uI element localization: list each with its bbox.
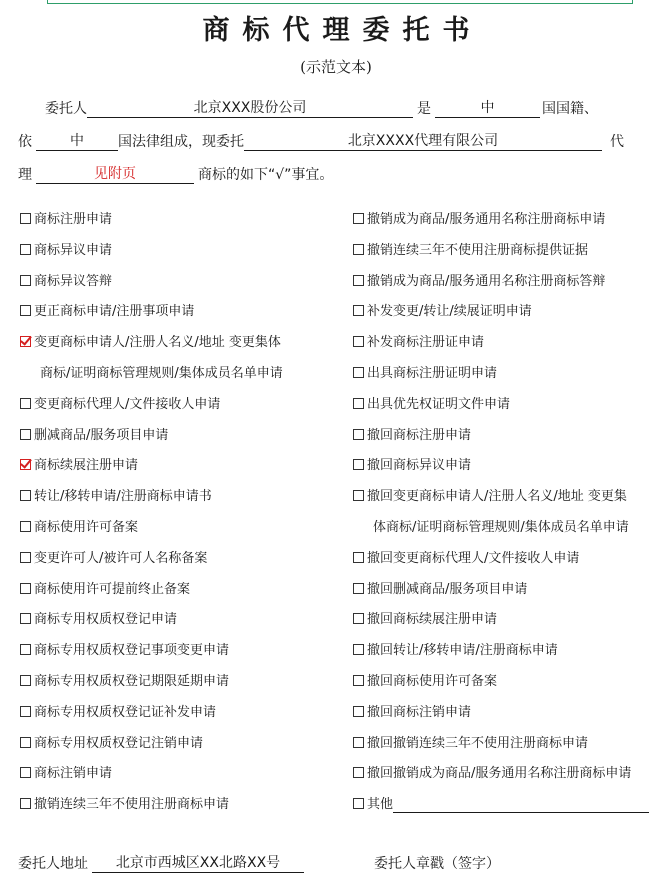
nationality-suffix: 国国籍、 [542, 101, 598, 117]
checkbox-icon[interactable] [20, 613, 31, 624]
item-label: 商标/证明商标管理规则/集体成员名单申请 [40, 365, 283, 381]
item-label: 更正商标申请/注册事项申请 [34, 304, 195, 320]
checkbox-icon[interactable] [353, 244, 364, 255]
item-label: 撤销成为商品/服务通用名称注册商标答辩 [367, 273, 606, 289]
intro-line-1 [45, 100, 598, 118]
checkbox-item[interactable] [20, 390, 340, 421]
client-prefix: 委托人 [45, 101, 87, 117]
checkbox-icon[interactable] [20, 305, 31, 316]
checkbox-icon[interactable] [353, 367, 364, 378]
document-subtitle: (示范文本) [300, 58, 372, 76]
checkbox-icon[interactable] [353, 706, 364, 717]
checkbox-icon[interactable] [353, 583, 364, 594]
checkbox-item[interactable] [353, 390, 663, 421]
checkbox-item[interactable] [353, 297, 663, 328]
left-item-list [20, 205, 340, 821]
checkbox-item[interactable] [353, 636, 663, 667]
checkbox-item[interactable] [20, 759, 340, 790]
checkbox-icon[interactable] [20, 244, 31, 255]
item-label: 补发变更/转让/续展证明申请 [367, 304, 532, 320]
item-label: 补发商标注册证申请 [367, 335, 485, 351]
checkbox-item[interactable] [20, 267, 340, 298]
checkbox-icon[interactable] [20, 798, 31, 809]
checkbox-item[interactable] [20, 729, 340, 760]
checkbox-icon[interactable] [353, 737, 364, 748]
item-label: 撤回变更商标代理人/文件接收人申请 [367, 550, 580, 566]
checkbox-icon[interactable] [20, 706, 31, 717]
item-label: 撤销连续三年不使用注册商标提供证据 [367, 242, 589, 258]
item-label: 商标使用许可提前终止备案 [34, 581, 191, 597]
item-label: 商标专用权质权登记期限延期申请 [34, 673, 230, 689]
checkbox-icon[interactable] [353, 336, 364, 347]
checkbox-icon[interactable] [353, 459, 364, 470]
item-label: 撤回撤销连续三年不使用注册商标申请 [367, 735, 589, 751]
item-label: 其他 [367, 797, 394, 813]
checkbox-item[interactable] [20, 205, 340, 236]
checkbox-item[interactable] [353, 667, 663, 698]
item-label: 商标专用权质权登记事项变更申请 [34, 643, 230, 659]
checkbox-item[interactable] [353, 267, 663, 298]
item-label: 撤回商标注销申请 [367, 704, 472, 720]
is-label: 是 [417, 101, 431, 117]
item-continuation [353, 513, 663, 544]
checkbox-icon[interactable] [353, 305, 364, 316]
item-label: 撤回转让/移转申请/注册商标申请 [367, 643, 558, 659]
checkbox-icon[interactable] [20, 767, 31, 778]
checkbox-item[interactable] [20, 236, 340, 267]
item-label: 商标注销申请 [34, 766, 113, 782]
checkbox-item[interactable] [20, 575, 340, 606]
checkbox-item[interactable] [20, 513, 340, 544]
intro-line-3 [18, 166, 333, 184]
document-title: 商标代理委托书 [202, 15, 483, 46]
checkbox-icon[interactable] [353, 552, 364, 563]
checkbox-item[interactable] [353, 605, 663, 636]
other-input-line[interactable] [393, 796, 649, 813]
address-label: 委托人地址 [18, 856, 88, 872]
item-label: 撤销成为商品/服务通用名称注册商标申请 [367, 212, 606, 227]
item-label: 变更商标代理人/文件接收人申请 [34, 396, 221, 412]
item-label: 商标使用许可备案 [34, 519, 139, 535]
item-label: 撤销连续三年不使用注册商标申请 [34, 797, 230, 813]
checkbox-item[interactable] [353, 205, 663, 236]
checkbox-icon[interactable] [353, 798, 364, 809]
checkbox-item[interactable] [353, 759, 663, 790]
checkbox-icon[interactable] [20, 213, 31, 224]
checkbox-icon[interactable] [353, 675, 364, 686]
checkbox-icon[interactable] [20, 675, 31, 686]
checkbox-item[interactable] [353, 328, 663, 359]
checkbox-item[interactable] [353, 451, 663, 482]
item-label: 出具优先权证明文件申请 [367, 396, 511, 412]
checkbox-item[interactable] [353, 482, 663, 513]
checkbox-icon[interactable] [353, 767, 364, 778]
checkbox-item[interactable] [20, 667, 340, 698]
checkbox-item[interactable] [20, 482, 340, 513]
intro-line-2 [18, 133, 624, 151]
checkbox-icon[interactable] [20, 398, 31, 409]
checkbox-item[interactable] [20, 790, 340, 821]
item-label: 撤回删减商品/服务项目申请 [367, 581, 528, 597]
client-seal-label: 委托人章戳（签字） [374, 856, 500, 872]
item-label: 删减商品/服务项目申请 [34, 427, 169, 443]
item-label: 商标专用权质权登记证补发申请 [34, 704, 217, 720]
client-country-field: 中 [435, 100, 540, 118]
checkbox-icon[interactable] [20, 521, 31, 532]
address-field: 北京市西城区XX北路XX号 [92, 855, 304, 873]
item-label: 出具商标注册证明申请 [367, 365, 498, 381]
law-prefix: 依 [18, 134, 32, 150]
law-mid-text: 国法律组成，现委托 [118, 134, 244, 150]
agent-name-field: 北京XXXX代理有限公司 [244, 133, 602, 151]
item-label: 商标专用权质权登记申请 [34, 612, 178, 628]
checkbox-icon[interactable] [20, 429, 31, 440]
checkbox-item[interactable] [353, 421, 663, 452]
checkbox-item[interactable] [353, 729, 663, 760]
agent-suffix: 代 [610, 134, 624, 150]
item-label: 撤回商标异议申请 [367, 458, 472, 474]
item-label: 商标注册申请 [34, 212, 113, 227]
checkbox-icon[interactable] [20, 275, 31, 286]
item-label: 撤回商标续展注册申请 [367, 612, 498, 628]
checkbox-item[interactable] [20, 544, 340, 575]
checkbox-item[interactable] [353, 359, 663, 390]
checkbox-icon[interactable] [353, 644, 364, 655]
checkbox-icon[interactable] [353, 213, 364, 224]
right-item-list [353, 205, 663, 821]
law-country-field: 中 [36, 133, 118, 151]
checkbox-icon[interactable] [20, 737, 31, 748]
checked-box-icon[interactable] [20, 459, 31, 470]
checkbox-item[interactable] [353, 575, 663, 606]
item-label: 商标专用权质权登记注销申请 [34, 735, 204, 751]
checkbox-icon[interactable] [353, 490, 364, 501]
checkbox-item[interactable] [353, 698, 663, 729]
checkbox-icon[interactable] [353, 275, 364, 286]
checkbox-icon[interactable] [20, 552, 31, 563]
checkbox-icon[interactable] [20, 644, 31, 655]
item-label: 商标异议申请 [34, 242, 113, 258]
checkbox-item[interactable] [20, 297, 340, 328]
item-label: 撤回变更商标申请人/注册人名义/地址 变更集 [367, 489, 627, 505]
trademark-prefix: 理 [18, 167, 32, 183]
page-top-frame [47, 0, 633, 4]
checkbox-item[interactable] [20, 636, 340, 667]
item-continuation [20, 359, 340, 390]
checkbox-icon[interactable] [353, 613, 364, 624]
checkbox-item[interactable] [353, 236, 663, 267]
item-label: 撤回商标使用许可备案 [367, 673, 498, 689]
item-label: 体商标/证明商标管理规则/集体成员名单申请 [373, 519, 629, 535]
checkbox-item[interactable] [20, 698, 340, 729]
item-label: 商标续展注册申请 [34, 458, 139, 474]
item-label: 变更商标申请人/注册人名义/地址 变更集体 [34, 335, 281, 351]
item-label: 变更许可人/被许可人名称备案 [34, 550, 208, 566]
checkbox-item[interactable] [353, 790, 663, 821]
checked-box-icon[interactable] [20, 336, 31, 347]
trademark-suffix: 商标的如下“√”事宜。 [198, 167, 334, 183]
item-label: 转让/移转申请/注册商标申请书 [34, 489, 212, 505]
item-label: 撤回商标注册申请 [367, 427, 472, 443]
checkbox-item[interactable] [20, 421, 340, 452]
checkbox-item[interactable] [20, 605, 340, 636]
checkbox-item[interactable] [20, 328, 340, 359]
client-name-field: 北京XXX股份公司 [87, 100, 413, 118]
client-address [18, 853, 304, 873]
checkbox-item[interactable] [353, 544, 663, 575]
checkbox-icon[interactable] [20, 490, 31, 501]
checkbox-icon[interactable] [20, 583, 31, 594]
checkbox-item[interactable] [20, 451, 340, 482]
trademark-field: 见附页 [36, 166, 194, 184]
checkbox-icon[interactable] [353, 429, 364, 440]
item-label: 商标异议答辩 [34, 273, 113, 289]
checkbox-icon[interactable] [353, 398, 364, 409]
item-label: 撤回撤销成为商品/服务通用名称注册商标申请 [367, 766, 632, 782]
